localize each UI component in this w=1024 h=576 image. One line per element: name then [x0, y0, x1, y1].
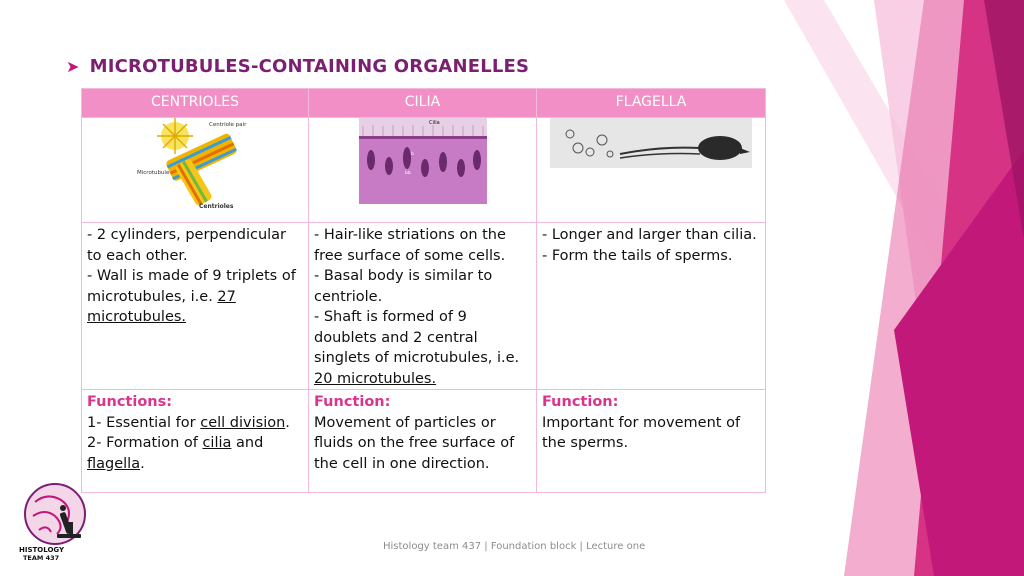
slide-footer: Histology team 437 | Foundation block | Lecture one — [383, 541, 646, 552]
slide-title — [66, 56, 529, 77]
cilia-functions — [309, 390, 537, 493]
cilia-image-cell — [309, 118, 537, 223]
flagella-desc-2: - Form the tails of sperms. — [542, 247, 733, 264]
description-row — [82, 223, 766, 390]
label-microtubule: Microtubule — [137, 170, 170, 176]
label-b: b — [410, 152, 414, 157]
flagella-functions — [537, 390, 766, 493]
centriole-illustration — [135, 118, 255, 210]
cilia-term: cilia — [202, 435, 232, 451]
centrioles-desc-2: - Wall is made of 9 triplets of microtubules, i.e. — [87, 268, 296, 305]
logo-line-1: HISTOLOGY — [19, 546, 65, 554]
centrioles-func-2-mid: and — [231, 435, 264, 451]
flagella-description — [537, 223, 766, 390]
header-centrioles: CENTRIOLES — [82, 89, 309, 118]
header-row — [82, 89, 766, 118]
centrioles-image-cell — [82, 118, 309, 223]
flagella-function-title: Function: — [542, 394, 619, 410]
decorative-ribbons — [784, 0, 1024, 576]
flagella-desc-1: - Longer and larger than cilia. — [542, 227, 757, 243]
centrioles-desc-1: - 2 cylinders, perpendicular to each other. — [87, 227, 287, 264]
cilia-function-text: Movement of particles or fluids on the free surface of the cell in one direction. — [314, 414, 515, 472]
centrioles-func-2: 2- Formation of — [87, 435, 203, 451]
centrioles-func-1-end: . — [285, 414, 290, 431]
cell-division-term: cell division — [200, 414, 286, 431]
cilia-description — [309, 223, 537, 390]
cilia-desc-3: - Shaft is formed of 9 doublets and 2 central singlets of microtubules, i.e. — [314, 309, 520, 366]
cilia-desc-1: - Hair-like striations on the free surface of some cells. — [314, 227, 506, 264]
image-row — [82, 118, 766, 223]
cilia-function-title: Function: — [314, 394, 391, 410]
flagella-term: flagella — [87, 455, 141, 472]
centrioles-description — [82, 223, 309, 390]
cilia-micrograph — [359, 118, 487, 204]
label-cilia: Cilia — [428, 120, 440, 126]
header-flagella: FLAGELLA — [537, 89, 766, 118]
flagella-function-text: Important for movement of the sperms. — [542, 414, 741, 451]
centrioles-func-1: 1- Essential for — [87, 414, 201, 431]
cilia-20-microtubules: 20 microtubules. — [314, 370, 437, 387]
function-row — [82, 390, 766, 493]
centrioles-functions — [82, 390, 309, 493]
slide-title-text: MICROTUBULES-CONTAINING ORGANELLES — [89, 56, 530, 77]
label-centriole-pair: Centriole pair — [209, 122, 247, 128]
centrioles-func-2-end: . — [140, 455, 145, 472]
label-centrioles-caption: Centrioles — [199, 203, 234, 210]
histology-team-logo — [17, 482, 91, 562]
header-cilia: CILIA — [309, 89, 537, 118]
organelles-table — [81, 88, 766, 493]
centrioles-27-microtubules: 27 microtubules. — [87, 288, 236, 325]
arrow-bullet-icon: ➤ — [66, 57, 80, 76]
logo-line-2: TEAM 437 — [23, 554, 60, 562]
flagella-micrograph — [550, 118, 752, 168]
centrioles-functions-title: Functions: — [87, 394, 173, 410]
cilia-desc-2: - Basal body is similar to centriole. — [314, 268, 493, 305]
flagella-image-cell — [537, 118, 766, 223]
label-bb: bb — [404, 171, 411, 176]
